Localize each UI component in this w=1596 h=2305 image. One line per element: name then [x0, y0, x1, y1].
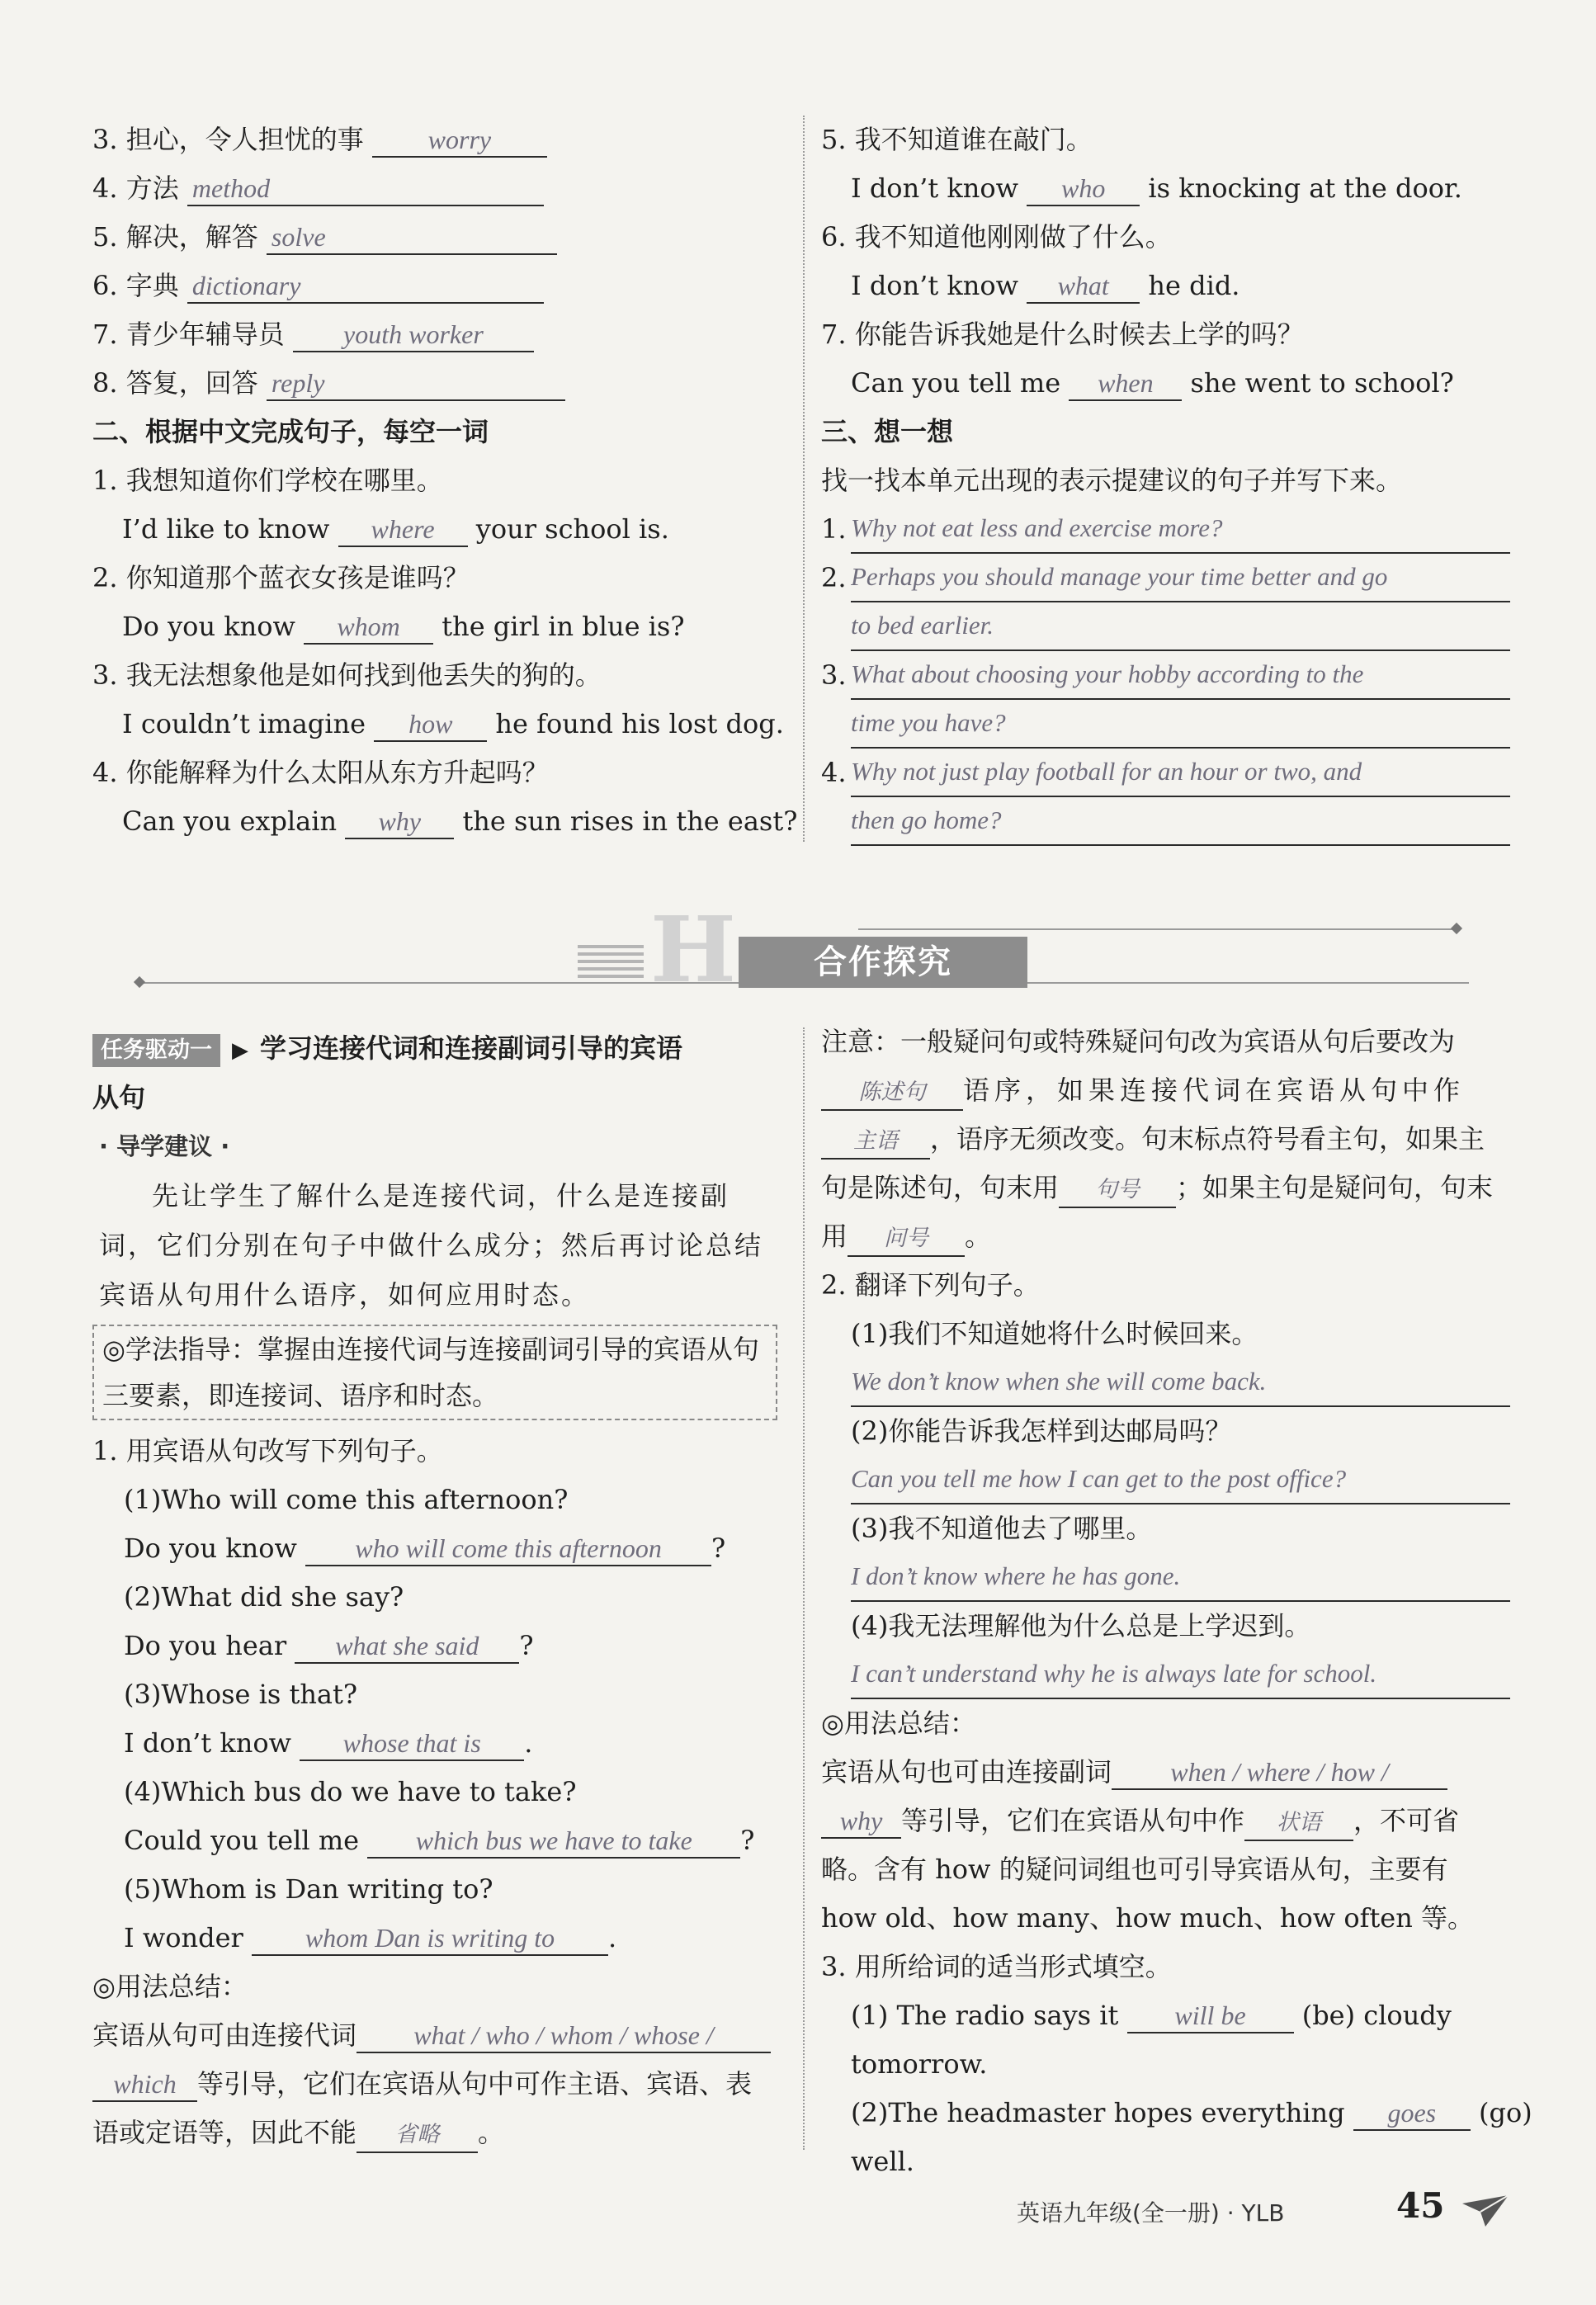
- suggestion-3: [821, 651, 1510, 700]
- summary-text: ，不可省: [1353, 1805, 1460, 1836]
- sentence-part: Do you hear: [124, 1630, 287, 1661]
- sentence-part: ?: [711, 1533, 726, 1564]
- note-line: [821, 1115, 1510, 1164]
- sentence-part: the girl in blue is?: [441, 611, 685, 642]
- answer-line: Perhaps you should manage your time better and go: [851, 554, 1510, 602]
- answer-blank: what / who / whom / whose /: [357, 2019, 771, 2053]
- answer-line: What about choosing your hobby according to the: [851, 651, 1510, 700]
- exercise-answer: [92, 1622, 777, 1670]
- answer-blank: reply: [267, 366, 565, 401]
- column-divider: [803, 116, 805, 842]
- answer-line: then go home?: [851, 797, 1510, 846]
- exercise-title: 2. 翻译下列句子。: [821, 1269, 1040, 1301]
- task-title: 学习连接代词和连接副词引导的宾语: [260, 1032, 683, 1064]
- answer-blank: 句号: [1059, 1174, 1176, 1208]
- answer-blank: 状语: [1244, 1807, 1353, 1841]
- question-cn: 3. 我无法想象他是如何找到他丢失的狗的。: [92, 659, 602, 691]
- exercise-answer: [92, 1719, 777, 1768]
- vocab-prompt: 6. 字典: [92, 270, 179, 301]
- sentence-part: I couldn’t imagine: [122, 708, 366, 739]
- sentence-part: the sun rises in the east?: [462, 805, 798, 837]
- question-en: [92, 602, 777, 651]
- answer-blank: why: [345, 805, 454, 839]
- translation-answer: [821, 1358, 1510, 1407]
- task-heading: [92, 1023, 777, 1073]
- right-bottom-column: [821, 1018, 1532, 2186]
- sentence-part: your school is.: [475, 513, 669, 545]
- summary-line: [821, 1748, 1510, 1797]
- sentence-part: is knocking at the door.: [1148, 172, 1462, 204]
- summary-line: [92, 2060, 777, 2109]
- translation-answer: [821, 1553, 1510, 1602]
- sentence-part: I don’t know: [851, 172, 1019, 204]
- sentence-part: (2)The headmaster hopes everything: [851, 2097, 1345, 2128]
- question-cn: 5. 我不知道谁在敲门。: [821, 124, 1093, 155]
- banner-title: 合作探究: [739, 937, 1027, 988]
- item-number: 1.: [821, 513, 847, 545]
- exercise-item: (4)我无法理解他为什么总是上学迟到。: [851, 1610, 1311, 1641]
- vocab-prompt: 8. 答复，回答: [92, 367, 258, 399]
- answer-blank: when: [1069, 366, 1182, 401]
- answer-blank: method: [187, 172, 544, 206]
- answer-blank: who: [1027, 172, 1140, 206]
- diamond-icon: [1451, 923, 1462, 934]
- sentence-part: (be) cloudy: [1301, 2000, 1452, 2031]
- vocab-prompt: 4. 方法: [92, 172, 179, 204]
- summary-text: 语或定语等，因此不能: [92, 2117, 357, 2148]
- method-guide: ◎学法指导：掌握由连接代词与连接副词引导的宾语从句三要素，即连接词、语序和时态。: [92, 1325, 777, 1420]
- exercise-answer: [92, 1914, 777, 1963]
- sentence-part: Can you explain: [122, 805, 338, 837]
- answer-blank: youth worker: [293, 318, 534, 352]
- suggestion-4: [821, 749, 1510, 797]
- note-text: ；如果主句是疑问句，句末: [1176, 1172, 1494, 1203]
- answer-line: I don’t know where he has gone.: [851, 1553, 1510, 1602]
- item-number: 2.: [821, 562, 847, 593]
- suggestion-4-cont: [821, 797, 1510, 846]
- answer-blank: 省略: [357, 2118, 478, 2153]
- question-en: [92, 505, 777, 554]
- diamond-icon: [134, 976, 145, 988]
- answer-blank: what she said: [295, 1629, 519, 1664]
- answer-line: to bed earlier.: [851, 602, 1510, 651]
- question-en: [92, 700, 784, 749]
- sentence-part: Do you know: [124, 1533, 297, 1564]
- note-line: [821, 1164, 1510, 1212]
- sentence-part: Could you tell me: [124, 1825, 360, 1856]
- exercise-item: (2)What did she say?: [124, 1581, 404, 1613]
- answer-line: We don’t know when she will come back.: [851, 1358, 1510, 1407]
- book-title: 英语九年级(全一册) · YLB: [1017, 2199, 1285, 2227]
- triangle-icon: ▶: [232, 1038, 248, 1063]
- answer-line: Can you tell me how I can get to the post office?: [851, 1456, 1510, 1504]
- vocab-prompt: 3. 担心，令人担忧的事: [92, 124, 364, 155]
- sentence-part: .: [607, 1922, 617, 1953]
- answer-blank: whom: [304, 610, 433, 645]
- question-cn: 4. 你能解释为什么太阳从东方升起吗？: [92, 757, 549, 788]
- task-title-cont: 从句: [92, 1082, 146, 1113]
- sentence-part: ?: [740, 1825, 755, 1856]
- answer-blank: 主语: [821, 1125, 930, 1160]
- exercise-answer: [92, 1816, 777, 1865]
- exercise-item: (2)你能告诉我怎样到达邮局吗？: [851, 1415, 1232, 1447]
- exercise-title: 3. 用所给词的适当形式填空。: [821, 1951, 1172, 1982]
- column-divider: [803, 1027, 805, 2150]
- summary-title: ◎用法总结：: [821, 1707, 976, 1739]
- note-text: ，语序无须改变。句末标点符号看主句，如果主: [930, 1123, 1485, 1155]
- answer-line: Why not eat less and exercise more?: [851, 505, 1510, 554]
- summary-text: how old、how many、how much、how often 等。: [821, 1902, 1475, 1934]
- answer-blank: how: [374, 707, 487, 742]
- vocab-item: [92, 164, 777, 213]
- left-top-column: [92, 116, 798, 846]
- banner-letter-decoration: H: [650, 896, 736, 1003]
- section-banner: [132, 896, 1469, 1003]
- summary-text: 等引导，它们在宾语从句中可作主语、宾语、表: [197, 2068, 753, 2100]
- answer-blank: what: [1027, 269, 1140, 304]
- summary-text: 略。含有 how 的疑问词组也可引导宾语从句，主要有: [821, 1854, 1448, 1885]
- translation-answer: [821, 1456, 1510, 1504]
- answer-blank: worry: [372, 123, 547, 158]
- answer-line: Why not just play football for an hour or two, and: [851, 749, 1510, 797]
- note-text: 语序，如果连接代词在宾语从句中作: [963, 1075, 1466, 1106]
- vocab-prompt: 5. 解决，解答: [92, 221, 258, 253]
- note-text: 句是陈述句，句末用: [821, 1172, 1060, 1203]
- right-top-column: [821, 116, 1510, 846]
- exercise-item: (5)Whom is Dan writing to?: [124, 1873, 493, 1905]
- summary-text: 等引导，它们在宾语从句中作: [901, 1805, 1245, 1836]
- answer-blank: who will come this afternoon: [305, 1532, 711, 1566]
- item-number: 3.: [821, 659, 847, 691]
- note-text: 。: [965, 1221, 992, 1252]
- answer-blank: whom Dan is writing to: [252, 1921, 608, 1956]
- answer-blank: which: [92, 2067, 197, 2102]
- section-2-title: 二、根据中文完成句子，每空一词: [92, 416, 489, 447]
- suggestion-2: [821, 554, 1510, 602]
- question-en: [821, 164, 1510, 213]
- sentence-part: I’d like to know: [122, 513, 330, 545]
- vocab-item: [92, 116, 777, 164]
- question-cn: 1. 我想知道你们学校在哪里。: [92, 465, 443, 496]
- exercise-item: (4)Which bus do we have to take?: [124, 1776, 577, 1807]
- vocab-item: [92, 310, 777, 359]
- paper-plane-icon: [1461, 2192, 1510, 2228]
- banner-stripes: [578, 945, 644, 982]
- task-tag: 任务驱动一: [92, 1034, 220, 1067]
- sentence-part: he did.: [1148, 270, 1240, 301]
- summary-line: [92, 2011, 777, 2060]
- answer-blank: whose that is: [300, 1726, 524, 1761]
- question-cn: 2. 你知道那个蓝衣女孩是谁吗？: [92, 562, 470, 593]
- sentence-part: she went to school?: [1190, 367, 1454, 399]
- tip-body: 先让学生了解什么是连接代词，什么是连接副词，它们分别在句子中做什么成分；然后再讨论总结宾语从句用什么语序，如何应用时态。: [99, 1180, 764, 1311]
- fill-item-cont: tomorrow.: [851, 2048, 988, 2080]
- answer-line: I can’t understand why he is always late for school.: [851, 1651, 1510, 1699]
- answer-blank: why: [821, 1804, 901, 1839]
- exercise-item: (3)Whose is that?: [124, 1679, 358, 1710]
- left-bottom-column: [92, 1023, 777, 2157]
- vocab-item: [92, 213, 777, 262]
- summary-line: [821, 1797, 1510, 1845]
- summary-text: 宾语从句可由连接代词: [92, 2019, 357, 2051]
- sentence-part: ?: [519, 1630, 534, 1661]
- answer-blank: which bus we have to take: [367, 1824, 740, 1859]
- question-en: [821, 359, 1510, 408]
- sentence-part: I wonder: [124, 1922, 243, 1953]
- sentence-part: (1) The radio says it: [851, 2000, 1119, 2031]
- vocab-prompt: 7. 青少年辅导员: [92, 319, 285, 350]
- note-line: [821, 1212, 1510, 1261]
- question-cn: 6. 我不知道他刚刚做了什么。: [821, 221, 1172, 253]
- fill-item-cont: well.: [851, 2146, 914, 2177]
- exercise-item: (3)我不知道他去了哪里。: [851, 1513, 1153, 1544]
- exercise-answer: [92, 1524, 777, 1573]
- suggestion-1: [821, 505, 1510, 554]
- summary-text: 。: [478, 2117, 505, 2148]
- sentence-part: Can you tell me: [851, 367, 1061, 399]
- fill-item: [821, 2089, 1532, 2137]
- section-3-title: 三、想一想: [821, 416, 954, 447]
- sentence-part: he found his lost dog.: [495, 708, 784, 739]
- answer-blank: solve: [267, 220, 557, 255]
- answer-blank: will be: [1127, 1999, 1294, 2033]
- section-3-instruction: 找一找本单元出现的表示提建议的句子并写下来。: [821, 465, 1403, 496]
- answer-blank: 问号: [848, 1222, 965, 1257]
- answer-blank: when / where / how /: [1112, 1755, 1447, 1790]
- vocab-item: [92, 359, 777, 408]
- sentence-part: Do you know: [122, 611, 295, 642]
- translation-answer: [821, 1651, 1510, 1699]
- summary-title: ◎用法总结：: [92, 1971, 248, 2002]
- answer-line: time you have?: [851, 700, 1510, 749]
- question-en: [92, 797, 798, 846]
- suggestion-3-cont: [821, 700, 1510, 749]
- sentence-part: I don’t know: [124, 1727, 292, 1759]
- question-cn: 7. 你能告诉我她是什么时候去上学的吗？: [821, 319, 1304, 350]
- vocab-item: [92, 262, 777, 310]
- answer-blank: where: [338, 512, 468, 547]
- answer-blank: 陈述句: [821, 1076, 963, 1111]
- summary-line: [92, 2109, 777, 2157]
- tip-title: · 导学建议 ·: [99, 1132, 230, 1160]
- exercise-item: (1)我们不知道她将什么时候回来。: [851, 1318, 1258, 1349]
- note-line: [821, 1066, 1510, 1115]
- sentence-part: (go): [1478, 2097, 1532, 2128]
- question-en: [821, 262, 1510, 310]
- banner-rule: [858, 928, 1461, 930]
- summary-text: 宾语从句也可由连接副词: [821, 1756, 1112, 1788]
- answer-blank: goes: [1353, 2096, 1471, 2131]
- answer-blank: dictionary: [187, 269, 544, 304]
- fill-item: [821, 1991, 1510, 2040]
- note-text: 用: [821, 1221, 848, 1252]
- suggestion-2-cont: [821, 602, 1510, 651]
- page-number: 45: [1396, 2185, 1445, 2226]
- exercise-item: (1)Who will come this afternoon?: [124, 1484, 569, 1515]
- sentence-part: I don’t know: [851, 270, 1019, 301]
- note-line: 注意：一般疑问句或特殊疑问句改为宾语从句后要改为: [821, 1026, 1456, 1057]
- exercise-title: 1. 用宾语从句改写下列句子。: [92, 1435, 443, 1467]
- sentence-part: .: [524, 1727, 533, 1759]
- item-number: 4.: [821, 757, 847, 788]
